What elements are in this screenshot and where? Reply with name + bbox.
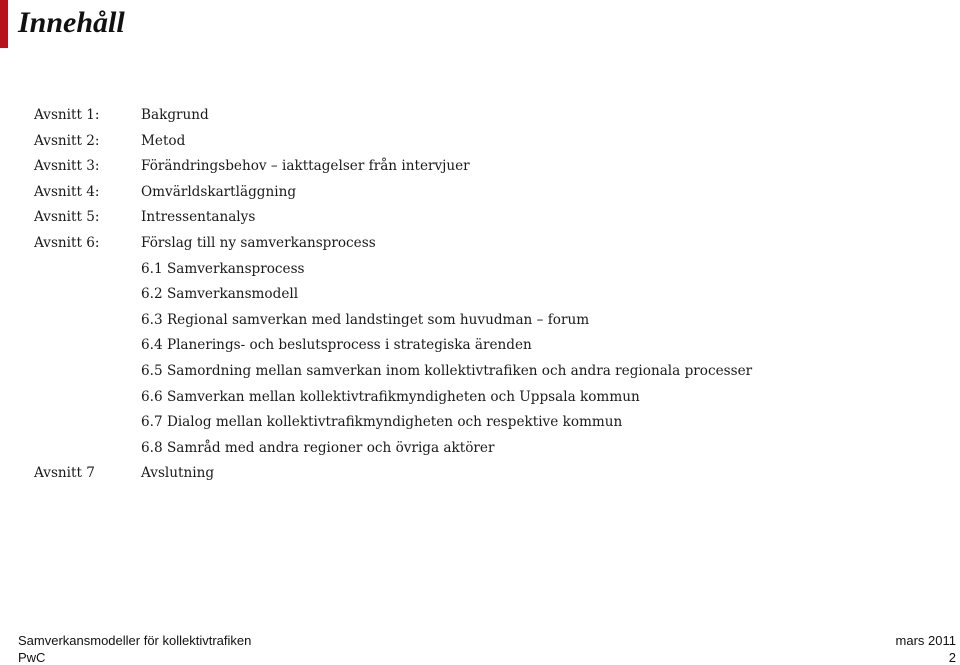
toc-entry-text: Förändringsbehov – iakttagelser från intervjuer: [141, 158, 470, 175]
toc-row: [0, 461, 960, 487]
page-number: 2: [948, 650, 956, 665]
footer-company: PwC: [18, 650, 46, 665]
toc-subentry-text: 6.6 Samverkan mellan kollektivtrafikmyndigheten och Uppsala kommun: [141, 388, 640, 405]
toc-subrow: [0, 282, 960, 308]
table-of-contents: [0, 103, 960, 487]
toc-entry-text: Omvärldskartläggning: [141, 183, 297, 200]
toc-subrow: [0, 333, 960, 359]
toc-entry-text: Intressentanalys: [141, 209, 256, 226]
toc-subrow: [0, 257, 960, 283]
toc-subrow: [0, 436, 960, 462]
toc-section-number: Avsnitt 4:: [34, 183, 100, 200]
toc-row: [0, 205, 960, 231]
toc-subrow: [0, 359, 960, 385]
toc-subentry-text: 6.5 Samordning mellan samverkan inom kollektivtrafiken och andra regionala processer: [141, 362, 753, 379]
toc-entry-text: Avslutning: [141, 465, 215, 482]
toc-entry-text: Metod: [141, 132, 186, 149]
toc-subentry-text: 6.2 Samverkansmodell: [141, 286, 299, 303]
toc-row: [0, 154, 960, 180]
toc-entry-text: Förslag till ny samverkansprocess: [141, 234, 376, 251]
accent-bar: [0, 0, 8, 48]
toc-subentry-text: 6.1 Samverkansprocess: [141, 260, 305, 277]
toc-section-number: Avsnitt 1:: [34, 107, 100, 123]
toc-section-number: Avsnitt 7: [34, 465, 95, 482]
toc-section-number: Avsnitt 2:: [34, 132, 100, 149]
toc-row: [0, 180, 960, 206]
toc-row: [0, 231, 960, 257]
toc-row: [0, 129, 960, 155]
toc-subrow: [0, 385, 960, 411]
toc-entry-text: Bakgrund: [141, 107, 209, 123]
toc-section-number: Avsnitt 3:: [34, 158, 100, 175]
toc-subentry-text: 6.3 Regional samverkan med landstinget som huvudman – forum: [141, 311, 590, 328]
toc-subrow: [0, 308, 960, 334]
toc-subentry-text: 6.4 Planerings- och beslutsprocess i strategiska ärenden: [141, 337, 532, 354]
page-title: Innehåll: [18, 6, 125, 39]
toc-subentry-text: 6.7 Dialog mellan kollektivtrafikmyndigheten och respektive kommun: [141, 414, 623, 431]
footer-date: mars 2011: [895, 633, 956, 648]
toc-section-number: Avsnitt 6:: [34, 234, 100, 251]
toc-subentry-text: 6.8 Samråd med andra regioner och övriga aktörer: [141, 439, 495, 456]
toc-row: [0, 103, 960, 129]
toc-section-number: Avsnitt 5:: [34, 209, 100, 226]
footer-document-title: Samverkansmodeller för kollektivtrafiken: [18, 633, 252, 648]
toc-subrow: [0, 410, 960, 436]
